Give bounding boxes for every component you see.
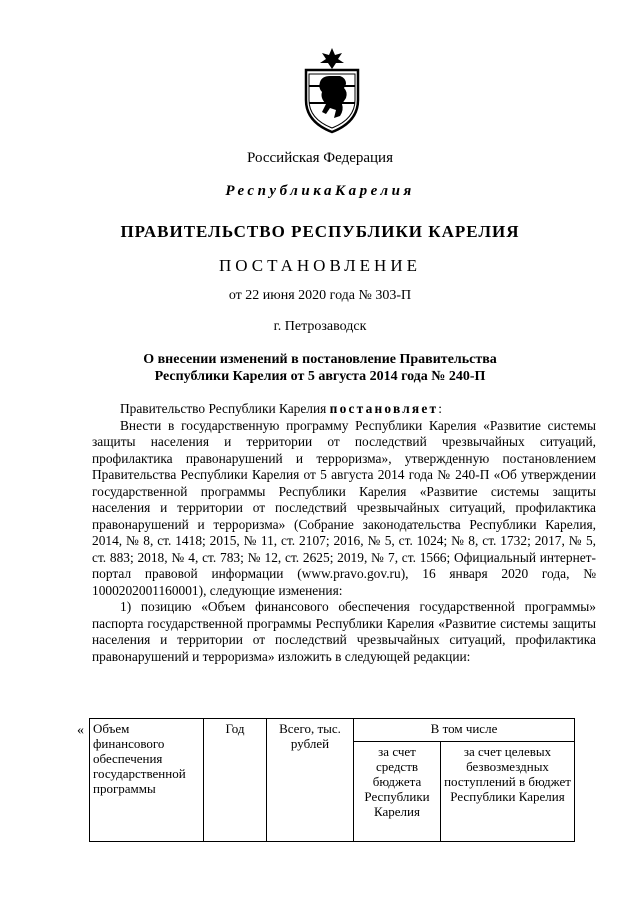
subject-line-1: О внесении изменений в постановление Правительства xyxy=(143,352,497,367)
header-including: В том числе xyxy=(354,719,575,742)
header-financing: Объем финансового обеспечения государственной программы xyxy=(90,719,204,842)
header-total: Всего, тыс. рублей xyxy=(267,719,354,842)
intro-paragraph xyxy=(92,401,596,418)
header-regional-budget: за счет средств бюджета Республики Карелия xyxy=(354,742,441,842)
paragraph-1: Внести в государственную программу Республики Карелия «Развитие системы защиты населения и территории от последствий чрезвычайных ситуаций, профилактика правонарушений и терроризма», утвержденную постановлением Правительства Республики Карелия от 5 августа 2014 года № 240-П «Об утверждении государственной программы Республики Карелия «Развитие системы защиты населения и территории от последствий чрезвычайных ситуаций, профилактика правонарушений и терроризма» (Собрание законодательства Республики Карелия, 2014, № 8, ст. 1418; 2015, № 11, ст. 2107; 2016, № 5, ст. 1024; № 8, ст. 1732; 2017, № 5, ст. 883; 2018, № 4, ст. 783; № 12, ст. 2625; 2019, № 7, ст. 1566; Официальный интернет-портал правовой информации (www.pravo.gov.ru), 16 января 2020 года, № 1000202001160001), следующие изменения: xyxy=(92,417,596,598)
document-subject xyxy=(0,351,640,385)
open-quote: « xyxy=(77,723,84,738)
document-type: ПОСТАНОВЛЕНИЕ xyxy=(218,256,421,275)
decrees-word: постановляет xyxy=(329,401,439,416)
header-year: Год xyxy=(204,719,267,842)
country-name: Российская Федерация xyxy=(247,150,393,166)
decrees-colon: : xyxy=(438,401,443,416)
header-targeted-receipts: за счет целевых безвозмездных поступлений в бюджет Республики Карелия xyxy=(441,742,575,842)
financing-table xyxy=(89,718,575,842)
paragraph-2: 1) позицию «Объем финансового обеспечения государственной программы» паспорта государственной программы Республики Карелия «Развитие системы защиты населения и территории от последствий чрезвычайных ситуаций, профилактика правонарушений и терроризма» изложить в следующей редакции: xyxy=(92,599,596,664)
document-city: г. Петрозаводск xyxy=(273,319,367,334)
table-header-row xyxy=(90,719,575,742)
document-date-number: от 22 июня 2020 года № 303-П xyxy=(228,288,412,303)
document-body xyxy=(92,401,596,665)
subject-line-2: Республики Карелия от 5 августа 2014 года № 240-П xyxy=(154,369,486,384)
intro-text: Правительство Республики Карелия xyxy=(120,401,330,416)
republic-name: РеспубликаКарелия xyxy=(225,183,415,199)
karelia-coat-of-arms-icon xyxy=(300,48,364,134)
government-title: ПРАВИТЕЛЬСТВО РЕСПУБЛИКИ КАРЕЛИЯ xyxy=(120,222,520,241)
